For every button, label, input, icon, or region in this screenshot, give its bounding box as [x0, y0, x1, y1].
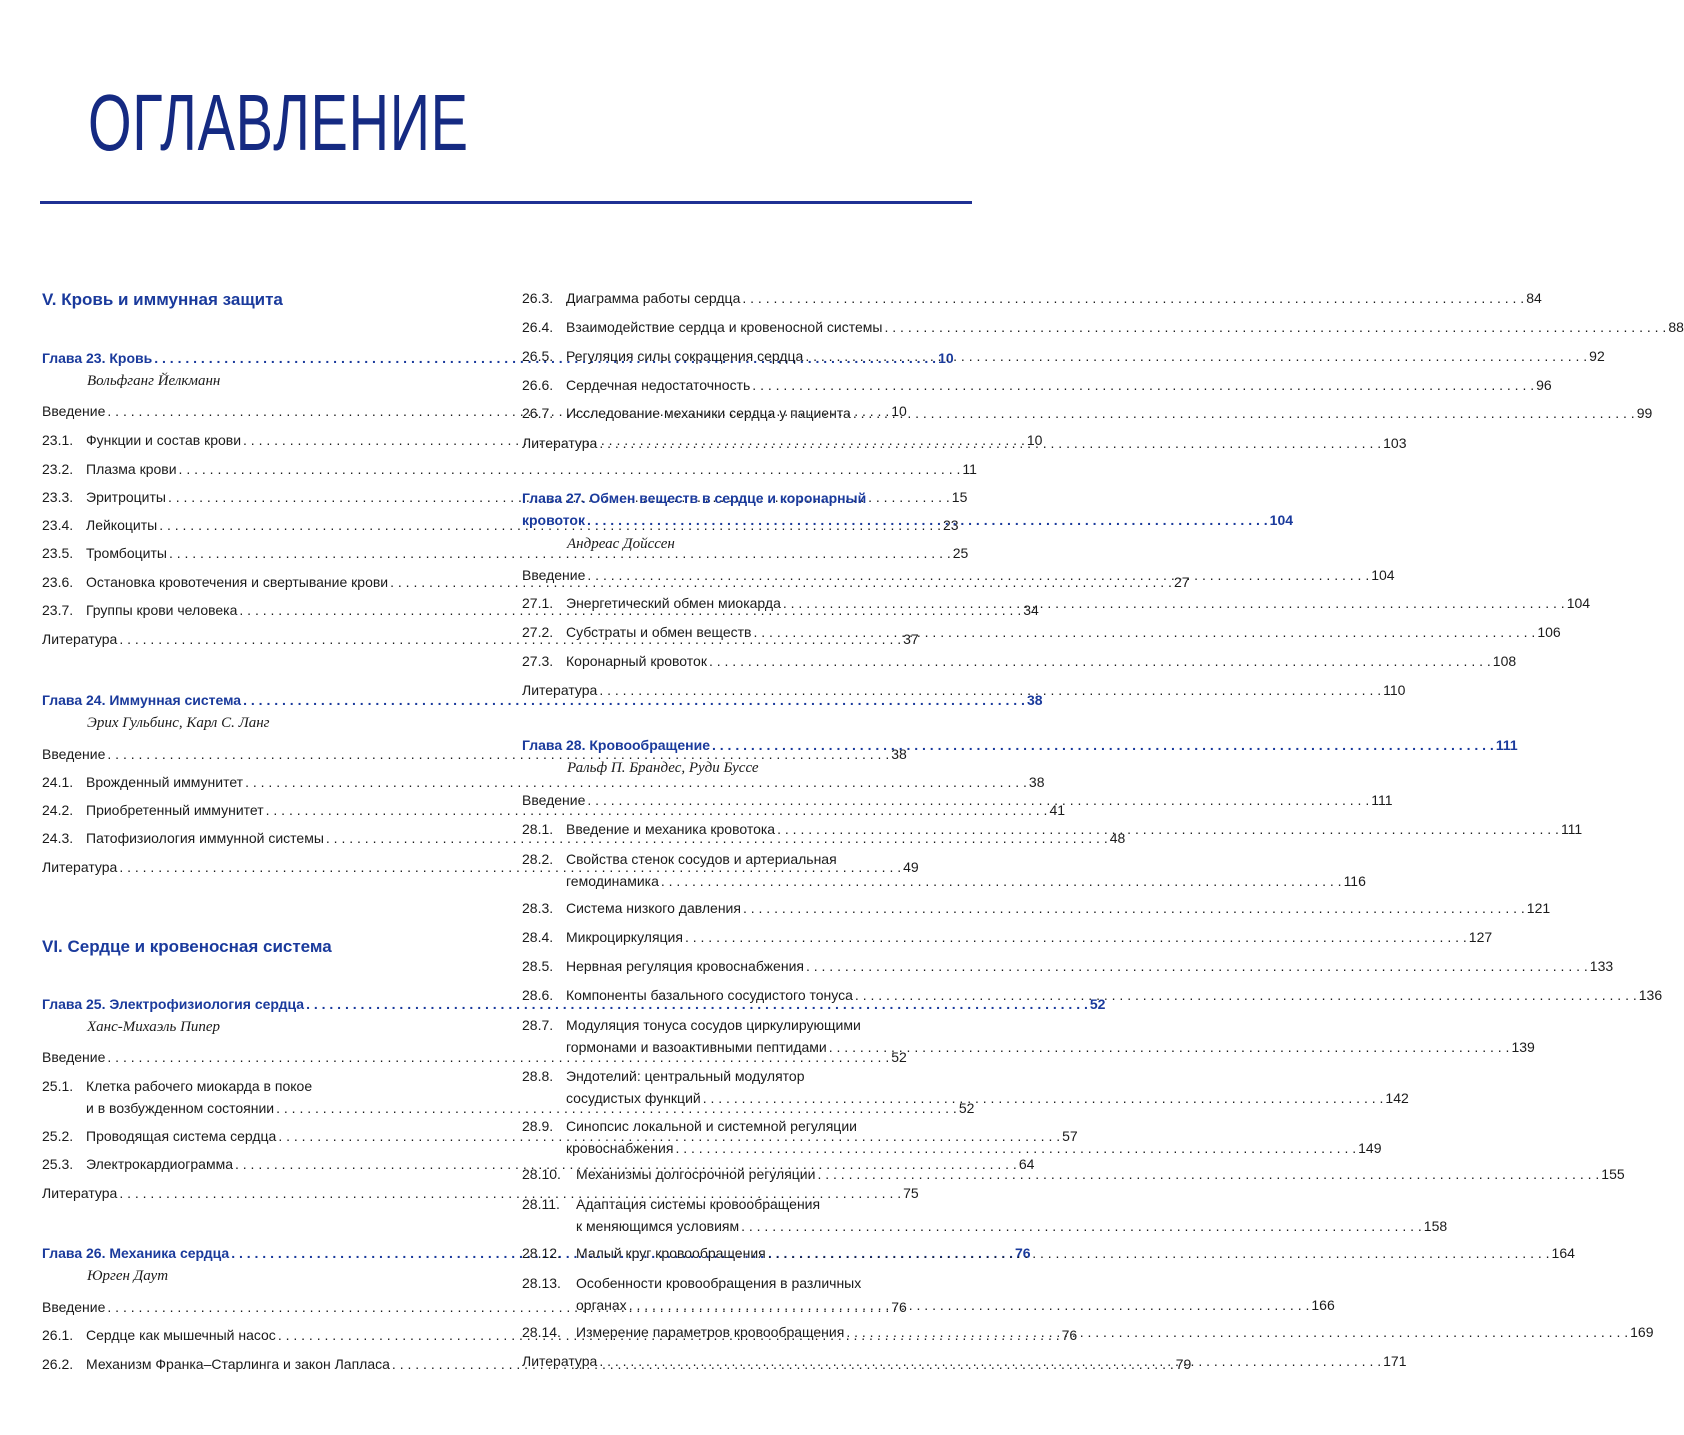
section-number: 23.4.	[42, 517, 74, 533]
entry-line	[522, 1014, 972, 1036]
toc-entry[interactable]	[42, 461, 977, 478]
entry-title: кровоток	[522, 512, 585, 528]
section-number: 28.1.	[522, 821, 554, 837]
toc-entry[interactable]	[522, 900, 1551, 917]
section-number: 23.5.	[42, 545, 74, 561]
toc-entry[interactable]	[522, 319, 1684, 336]
dot-leader	[661, 870, 1342, 892]
entry-title: Исследование механики сердца у пациента	[566, 405, 851, 421]
page-number: 116	[1343, 873, 1366, 889]
entry-title: Нервная регуляция кровоснабжения	[566, 958, 804, 974]
entry-title: Введение	[522, 567, 586, 583]
entry-line	[522, 1193, 972, 1215]
entry-title: Глава 28. Кровообращение	[522, 737, 710, 753]
section-number: 25.3.	[42, 1156, 74, 1172]
entry-title: Эндотелий: центральный модулятор	[566, 1068, 805, 1084]
page-number: 49	[903, 859, 919, 875]
page-number: 23	[943, 517, 959, 533]
toc-entry[interactable]	[522, 624, 1561, 641]
entry-title: Литература	[522, 435, 598, 451]
dot-leader	[741, 1215, 1422, 1237]
section-number: 28.6.	[522, 987, 554, 1003]
entry-line	[522, 509, 1294, 531]
entry-title: Введение	[42, 1049, 106, 1065]
entry-title: Сердечная недостаточность	[566, 377, 751, 393]
section-number: 26.3.	[522, 290, 554, 306]
dot-leader	[587, 509, 1268, 531]
entry-title: Модуляция тонуса сосудов циркулирующими	[566, 1017, 861, 1033]
entry-title: Компоненты базального сосудистого тонуса	[566, 987, 853, 1003]
entry-title: Свойства стенок сосудов и артериальная	[566, 851, 837, 867]
section-number: 24.3.	[42, 830, 74, 846]
section-number: 28.14.	[522, 1324, 561, 1340]
entry-title: Энергетический обмен миокарда	[566, 595, 781, 611]
entry-title: Литература	[42, 631, 118, 647]
dot-leader	[884, 319, 1666, 336]
page-number: 25	[952, 545, 969, 561]
entry-title: Введение	[42, 1299, 106, 1315]
dot-leader	[179, 461, 961, 478]
page-number: 52	[891, 1049, 907, 1065]
page-number: 104	[1566, 595, 1591, 611]
toc-entry[interactable]	[522, 682, 1406, 699]
entry-title: кровоснабжения	[566, 1140, 674, 1156]
dot-leader	[768, 1245, 1550, 1262]
part-heading: VI. Сердце и кровеносная система	[42, 937, 332, 956]
page-number: 155	[1601, 1166, 1625, 1182]
toc-entry[interactable]	[522, 1272, 1335, 1316]
page-number: 96	[1536, 377, 1552, 393]
entry-title: Литература	[42, 859, 118, 875]
entry-title: гемодинамика	[566, 873, 659, 889]
entry-title: Введение	[522, 792, 586, 808]
entry-title: Лейкоциты	[86, 517, 158, 533]
section-number: 25.2.	[42, 1128, 74, 1144]
dot-leader	[599, 1353, 1381, 1370]
entry-title: Система низкого давления	[566, 900, 741, 916]
chapter-heading[interactable]	[42, 692, 1043, 709]
toc-entry[interactable]	[522, 848, 1366, 892]
page-number: 133	[1589, 958, 1614, 974]
section-number: 26.5.	[522, 348, 554, 364]
section-number: 28.8.	[522, 1068, 554, 1084]
toc-entry[interactable]	[522, 405, 1653, 422]
section-number: 28.9.	[522, 1118, 554, 1134]
section-number: 27.3.	[522, 653, 554, 669]
dot-leader	[709, 653, 1491, 670]
section-number: 23.1.	[42, 432, 74, 448]
dot-leader	[742, 290, 1524, 307]
entry-title: Глава 26. Механика сердца	[42, 1245, 230, 1261]
section-number: 27.2.	[522, 624, 554, 640]
toc-entry[interactable]	[42, 1049, 907, 1066]
entry-title: Регуляция силы сокращения сердца	[566, 348, 804, 364]
entry-line	[522, 1294, 1335, 1316]
page-number: 15	[951, 489, 968, 505]
section-number: 28.4.	[522, 929, 554, 945]
section-number: 28.12.	[522, 1245, 561, 1261]
page-number: 79	[1175, 1356, 1192, 1372]
toc-entry[interactable]	[522, 377, 1552, 394]
entry-title: Особенности кровообращения в различных	[576, 1275, 862, 1291]
entry-line	[522, 870, 1366, 892]
entry-title: сосудистых функций	[566, 1090, 701, 1106]
page-number: 37	[903, 631, 919, 647]
page-number: 57	[1062, 1128, 1078, 1144]
page-number: 104	[1269, 512, 1294, 528]
dot-leader	[599, 435, 1381, 452]
page-number: 38	[1028, 774, 1045, 790]
page-number: 103	[1383, 435, 1407, 451]
section-number: 24.2.	[42, 802, 74, 818]
entry-title: Группы крови человека	[86, 602, 238, 618]
section-number: 28.2.	[522, 851, 554, 867]
section-number: 26.6.	[522, 377, 554, 393]
section-number: 28.10.	[522, 1166, 561, 1182]
toc-entry[interactable]	[522, 348, 1605, 365]
section-number: 24.1.	[42, 774, 74, 790]
dot-leader	[712, 737, 1494, 754]
page-number: 149	[1358, 1140, 1382, 1156]
part-heading: V. Кровь и иммунная защита	[42, 290, 283, 309]
toc-entry[interactable]	[522, 958, 1614, 975]
entry-title: Диаграмма работы сердца	[566, 290, 741, 306]
toc-entry[interactable]	[42, 545, 969, 562]
section-number: 23.6.	[42, 574, 74, 590]
entry-line	[522, 1137, 1382, 1159]
page-number: 84	[1526, 290, 1542, 306]
page-number: 139	[1511, 1039, 1535, 1055]
dot-leader	[829, 1036, 1510, 1058]
toc-entry[interactable]	[522, 435, 1407, 452]
page-number: 121	[1526, 900, 1551, 916]
toc-entry[interactable]	[522, 1193, 1448, 1237]
toc-entry[interactable]	[522, 792, 1393, 809]
entry-title: Клетка рабочего миокарда в покое	[86, 1078, 313, 1094]
dot-leader	[685, 929, 1467, 946]
page-number: 41	[1049, 802, 1066, 818]
entry-line	[522, 1036, 1535, 1058]
entry-title: Глава 27. Обмен веществ в сердце и коронарный	[522, 490, 867, 506]
page-number: 142	[1385, 1090, 1409, 1106]
entry-title: и в возбужденном состоянии	[86, 1100, 275, 1116]
entry-title: Сердце как мышечный насос	[86, 1327, 276, 1343]
entry-title: Тромбоциты	[86, 545, 167, 561]
dot-leader	[846, 1324, 1628, 1341]
toc-entry[interactable]	[522, 1166, 1625, 1183]
page-number: 38	[1026, 692, 1043, 708]
section-number: 26.2.	[42, 1356, 74, 1372]
page-number: 92	[1589, 348, 1605, 364]
entry-title: Глава 24. Иммунная система	[42, 692, 242, 708]
entry-title: органах	[576, 1297, 627, 1313]
page-number: 48	[1109, 830, 1126, 846]
title-divider	[40, 201, 972, 204]
entry-line	[522, 487, 972, 509]
dot-leader	[753, 624, 1535, 641]
page-number: 111	[1560, 821, 1583, 837]
page-number: 11	[962, 461, 977, 477]
toc-entry[interactable]	[522, 653, 1517, 670]
dot-leader	[853, 405, 1635, 422]
entry-line	[522, 1215, 1448, 1237]
page-number: 27	[1173, 574, 1190, 590]
entry-title: к меняющимся условиям	[576, 1218, 740, 1234]
dot-leader	[629, 1294, 1310, 1316]
dot-leader	[587, 792, 1369, 809]
entry-title: Литература	[42, 1185, 118, 1201]
toc-entry[interactable]	[42, 1156, 1035, 1173]
entry-title: Глава 25. Электрофизиология сердца	[42, 996, 305, 1012]
toc-entry[interactable]	[42, 774, 1045, 791]
chapter-author: Андреас Дойссен	[567, 536, 675, 552]
dot-leader	[817, 1166, 1599, 1183]
entry-title: Механизм Франка–Старлинга и закон Лапласа	[86, 1356, 390, 1372]
entry-title: Глава 23. Кровь	[42, 350, 153, 366]
toc-entry[interactable]	[42, 1185, 919, 1202]
entry-title: Введение	[42, 403, 106, 419]
entry-line	[522, 1115, 972, 1137]
dot-leader	[783, 595, 1565, 612]
section-number: 28.13.	[522, 1275, 561, 1291]
page-number: 104	[1371, 567, 1395, 583]
entry-title: Врожденный иммунитет	[86, 774, 244, 790]
section-number: 28.11.	[522, 1196, 560, 1212]
page-number: 88	[1668, 319, 1684, 335]
page-number: 38	[891, 746, 907, 762]
section-number: 26.7.	[522, 405, 554, 421]
dot-leader	[855, 987, 1637, 1004]
entry-title: Взаимодействие сердца и кровеносной системы	[566, 319, 883, 335]
section-number: 23.3.	[42, 489, 74, 505]
page-number: 64	[1018, 1156, 1035, 1172]
entry-title: Функции и состав крови	[86, 432, 242, 448]
section-number: 27.1.	[522, 595, 554, 611]
entry-title: Плазма крови	[86, 461, 177, 477]
page-number: 108	[1492, 653, 1517, 669]
dot-leader	[805, 348, 1587, 365]
page-number: 10	[938, 350, 954, 366]
chapter-author: Ханс-Михаэль Пипер	[87, 1019, 221, 1035]
toc-entry[interactable]	[522, 1014, 1535, 1058]
page-number: 169	[1630, 1324, 1654, 1340]
dot-leader	[169, 545, 951, 562]
entry-title: Литература	[522, 682, 598, 698]
page-title: ОГЛАВЛЕНИЕ	[88, 78, 469, 167]
section-number: 25.1.	[42, 1078, 74, 1094]
chapter-author: Эрих Гульбинс, Карл С. Ланг	[87, 715, 270, 731]
entry-title: Электрокардиограмма	[86, 1156, 233, 1172]
chapter-author: Вольфганг Йелкманн	[87, 373, 221, 389]
page-number: 164	[1551, 1245, 1575, 1261]
page-number: 106	[1537, 624, 1561, 640]
page-number: 52	[958, 1100, 975, 1116]
chapter-author: Ральф П. Брандес, Руди Буссе	[567, 760, 759, 776]
toc-entry[interactable]	[42, 1128, 1078, 1145]
page-number: 10	[1026, 432, 1043, 448]
page-number: 110	[1383, 682, 1406, 698]
page-number: 171	[1383, 1353, 1407, 1369]
chapter-heading[interactable]	[522, 487, 1294, 531]
entry-line	[522, 1065, 972, 1087]
dot-leader	[806, 958, 1588, 975]
toc-entry[interactable]	[42, 746, 907, 763]
dot-leader	[675, 1137, 1356, 1159]
section-number: 28.7.	[522, 1017, 554, 1033]
chapter-heading[interactable]	[42, 996, 1106, 1013]
page-number: 52	[1089, 996, 1106, 1012]
page-number: 76	[891, 1299, 907, 1315]
page-number: 166	[1311, 1297, 1335, 1313]
page-number: 111	[1371, 792, 1393, 808]
entry-title: Патофизиология иммунной системы	[86, 830, 324, 846]
page-number: 99	[1636, 405, 1653, 421]
dot-leader	[777, 821, 1559, 838]
entry-line	[42, 1075, 490, 1097]
toc-entry[interactable]	[42, 802, 1066, 819]
section-number: 26.4.	[522, 319, 554, 335]
entry-title: Механизмы долгосрочной регуляции	[576, 1166, 816, 1182]
entry-title: Эритроциты	[86, 489, 166, 505]
entry-title: Адаптация системы кровообращения	[576, 1196, 821, 1212]
entry-title: Литература	[522, 1353, 598, 1369]
dot-leader	[752, 377, 1534, 394]
entry-line	[522, 1272, 972, 1294]
entry-title: Приобретенный иммунитет	[86, 802, 264, 818]
entry-title: Коронарный кровоток	[566, 653, 707, 669]
entry-title: Субстраты и обмен веществ	[566, 624, 752, 640]
toc-entry[interactable]	[42, 830, 1126, 847]
entry-title: Проводящая система сердца	[86, 1128, 277, 1144]
page-number: 75	[903, 1185, 919, 1201]
entry-title: Малый круг кровообращения	[576, 1245, 766, 1261]
entry-title: гормонами и вазоактивными пептидами	[566, 1039, 827, 1055]
page-number: 76	[1061, 1327, 1078, 1343]
page-number: 111	[1495, 737, 1518, 753]
toc-entry[interactable]	[522, 290, 1542, 307]
dot-leader	[599, 682, 1381, 699]
entry-title: Введение и механика кровотока	[566, 821, 776, 837]
dot-leader	[587, 567, 1369, 584]
dot-leader	[703, 1087, 1384, 1109]
page-number: 127	[1468, 929, 1493, 945]
page-number: 158	[1423, 1218, 1448, 1234]
toc-entry[interactable]	[522, 929, 1493, 946]
entry-line	[522, 848, 972, 870]
entry-title: Синопсис локальной и системной регуляции	[566, 1118, 857, 1134]
section-number: 23.7.	[42, 602, 74, 618]
entry-title: Введение	[42, 746, 106, 762]
section-number: 23.2.	[42, 461, 74, 477]
chapter-heading[interactable]	[522, 737, 1518, 754]
chapter-author: Юрген Даут	[87, 1268, 169, 1284]
section-number: 28.5.	[522, 958, 554, 974]
dot-leader	[743, 900, 1525, 917]
page-number: 34	[1023, 602, 1039, 618]
section-number: 28.3.	[522, 900, 554, 916]
entry-title: Остановка кровотечения и свертывание крови	[86, 574, 389, 590]
page-number: 10	[891, 403, 907, 419]
section-number: 26.1.	[42, 1327, 74, 1343]
page-number: 136	[1638, 987, 1663, 1003]
entry-title: Измерение параметров кровообращения	[576, 1324, 845, 1340]
entry-title: Микроциркуляция	[566, 929, 683, 945]
page-number: 76	[1015, 1245, 1031, 1261]
